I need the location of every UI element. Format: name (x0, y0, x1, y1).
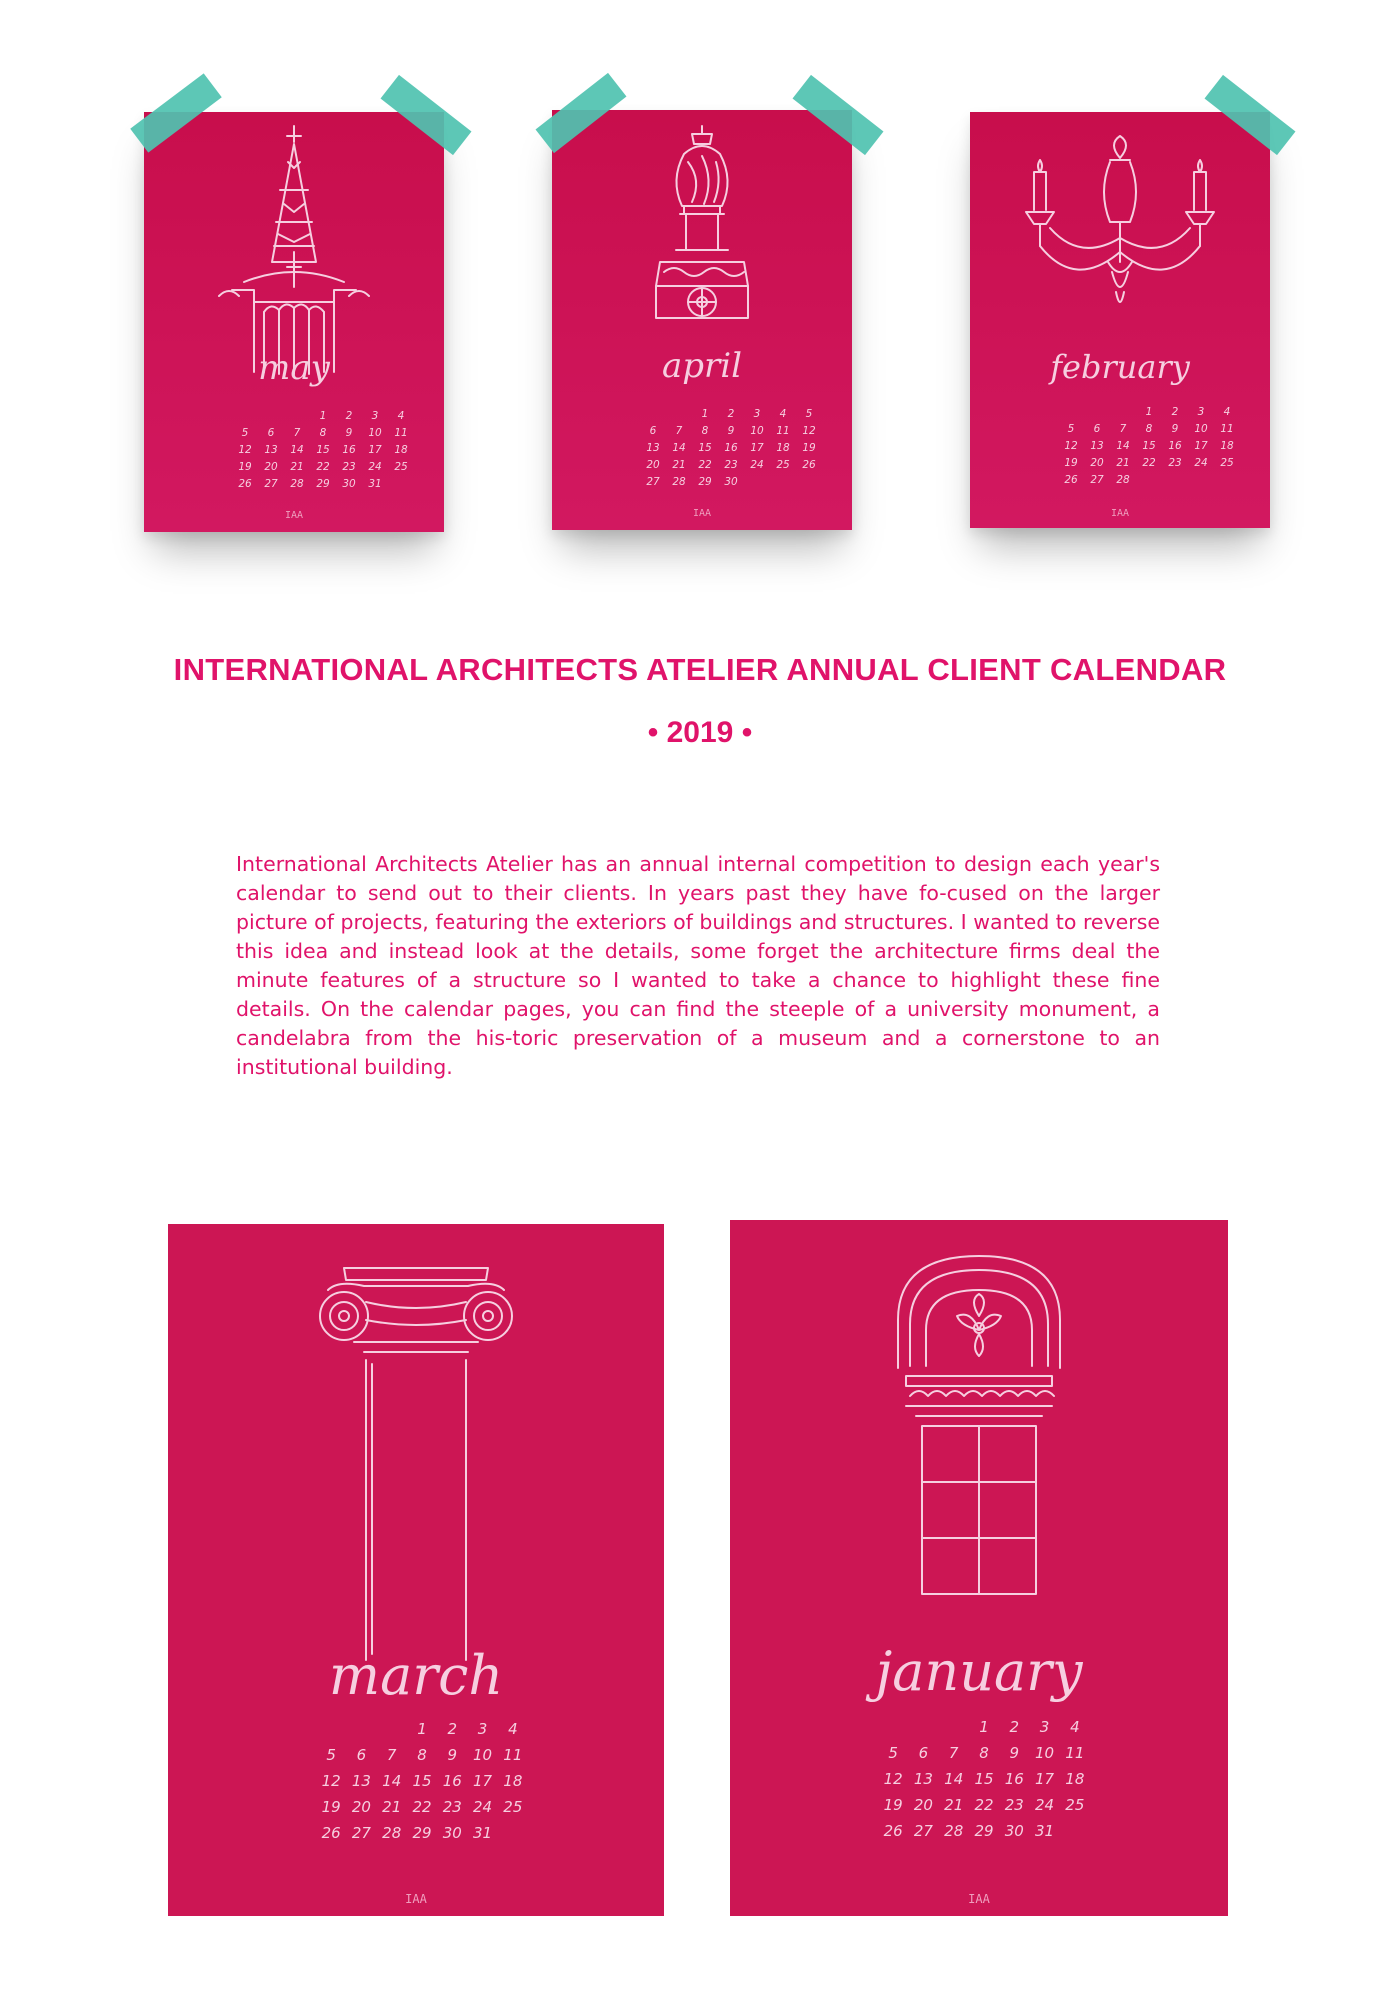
day-cell: 15 (1142, 440, 1156, 452)
day-cell: 20 (264, 461, 278, 473)
day-cell: 14 (672, 442, 686, 454)
day-cell: 10 (1194, 423, 1208, 435)
day-cell: 4 (397, 410, 405, 422)
day-grid (1058, 406, 1240, 486)
day-cell: 6 (649, 425, 657, 437)
day-cell: 16 (724, 442, 738, 454)
day-cell: 20 (913, 1796, 933, 1814)
day-cell: 17 (473, 1772, 493, 1790)
logo-mark: IAA (692, 508, 712, 519)
day-cell: 5 (805, 408, 813, 420)
day-cell: 27 (1090, 474, 1104, 486)
empty-day-cell (908, 1718, 938, 1736)
day-cell: 31 (473, 1824, 493, 1842)
day-cell: 12 (802, 425, 816, 437)
day-cell: 23 (724, 459, 738, 471)
day-cell: 9 (447, 1746, 458, 1764)
logo-mark: IAA (1110, 508, 1130, 519)
day-cell: 9 (727, 425, 735, 437)
day-cell: 8 (319, 427, 327, 439)
day-cell: 10 (368, 427, 382, 439)
day-cell: 26 (802, 459, 816, 471)
day-cell: 23 (1004, 1796, 1024, 1814)
day-cell: 22 (1142, 457, 1156, 469)
empty-day-cell (346, 1720, 376, 1738)
day-cell: 22 (412, 1798, 432, 1816)
day-cell: 13 (264, 444, 278, 456)
day-cell: 19 (238, 461, 252, 473)
day-cell: 27 (646, 476, 660, 488)
day-cell: 19 (321, 1798, 341, 1816)
day-cell: 21 (672, 459, 686, 471)
day-cell: 10 (473, 1746, 493, 1764)
day-cell: 29 (412, 1824, 432, 1842)
logo-mark: IAA (284, 510, 304, 521)
day-cell: 2 (727, 408, 735, 420)
day-cell: 17 (1035, 1770, 1055, 1788)
day-cell: 14 (944, 1770, 964, 1788)
day-cell: 30 (442, 1824, 462, 1842)
day-cell: 16 (1004, 1770, 1024, 1788)
day-cell: 9 (1009, 1744, 1020, 1762)
day-cell: 21 (290, 461, 304, 473)
day-cell: 22 (974, 1796, 994, 1814)
day-cell: 28 (1116, 474, 1130, 486)
day-cell: 1 (701, 408, 709, 420)
day-cell: 23 (342, 461, 356, 473)
calendar-poster-may (144, 112, 444, 532)
day-cell: 16 (342, 444, 356, 456)
day-cell: 3 (371, 410, 379, 422)
day-cell: 24 (1194, 457, 1208, 469)
calendar-poster-february (970, 112, 1270, 528)
day-cell: 7 (948, 1744, 959, 1762)
calendar-poster-march (168, 1224, 664, 1916)
day-cell: 31 (1035, 1822, 1055, 1840)
day-cell: 18 (1065, 1770, 1085, 1788)
day-cell: 23 (442, 1798, 462, 1816)
day-cell: 5 (241, 427, 249, 439)
day-cell: 3 (1197, 406, 1205, 418)
day-cell: 8 (417, 1746, 427, 1764)
day-cell: 1 (319, 410, 327, 422)
day-cell: 14 (290, 444, 304, 456)
day-cell: 27 (264, 478, 278, 490)
logo-mark: IAA (405, 1892, 427, 1906)
day-cell: 7 (293, 427, 301, 439)
day-cell: 18 (503, 1772, 523, 1790)
day-cell: 13 (913, 1770, 933, 1788)
day-cell: 6 (1093, 423, 1101, 435)
empty-day-cell (666, 408, 692, 420)
day-cell: 28 (382, 1824, 402, 1842)
empty-day-cell (1084, 406, 1110, 418)
month-title: april (661, 346, 743, 386)
day-cell: 7 (675, 425, 683, 437)
calendar-poster-april (552, 110, 852, 530)
day-cell: 20 (351, 1798, 371, 1816)
day-grid (316, 1720, 528, 1842)
day-cell: 2 (345, 410, 353, 422)
day-cell: 29 (974, 1822, 994, 1840)
day-cell: 25 (1220, 457, 1234, 469)
day-cell: 14 (382, 1772, 402, 1790)
day-cell: 15 (412, 1772, 432, 1790)
day-cell: 26 (238, 478, 252, 490)
day-cell: 19 (1064, 457, 1078, 469)
day-cell: 15 (974, 1770, 994, 1788)
day-cell: 1 (1145, 406, 1153, 418)
day-cell: 26 (321, 1824, 341, 1842)
day-cell: 12 (321, 1772, 341, 1790)
day-cell: 26 (1064, 474, 1078, 486)
day-cell: 17 (1194, 440, 1208, 452)
empty-day-cell (316, 1720, 346, 1738)
day-cell: 8 (1145, 423, 1153, 435)
day-cell: 7 (1119, 423, 1127, 435)
day-cell: 11 (1065, 1744, 1085, 1762)
day-cell: 18 (394, 444, 408, 456)
month-title: may (258, 348, 330, 388)
day-cell: 28 (672, 476, 686, 488)
description-paragraph: International Architects Atelier has an annual internal competition to design each year's calendar to send out to their clients. In years past they have fo-cused on the larger picture of projects, featuring the exteriors of buildings and structures. I wanted to reverse this idea and instead look at the details, some forget the architecture firms deal the minute features of a structure so I wanted to take a chance to highlight these fine details. On the calendar pages, you can find the steeple of a university monument, a candelabra from the his-toric preservation of a museum and a cornerstone to an institutional building. (236, 852, 1160, 1079)
day-cell: 27 (913, 1822, 933, 1840)
day-cell: 21 (944, 1796, 964, 1814)
day-cell: 4 (508, 1720, 518, 1738)
day-cell: 11 (503, 1746, 523, 1764)
day-cell: 14 (1116, 440, 1130, 452)
day-cell: 22 (698, 459, 712, 471)
day-cell: 31 (368, 478, 382, 490)
day-cell: 10 (750, 425, 764, 437)
day-cell: 26 (883, 1822, 903, 1840)
day-cell: 21 (1116, 457, 1130, 469)
day-cell: 17 (750, 442, 764, 454)
day-cell: 24 (750, 459, 764, 471)
month-title: march (328, 1644, 504, 1707)
day-cell: 20 (646, 459, 660, 471)
day-cell: 7 (386, 1746, 397, 1764)
day-cell: 25 (1065, 1796, 1085, 1814)
day-cell: 28 (290, 478, 304, 490)
day-cell: 18 (776, 442, 790, 454)
day-cell: 18 (1220, 440, 1234, 452)
empty-day-cell (878, 1718, 908, 1736)
day-cell: 16 (1168, 440, 1182, 452)
day-cell: 11 (1220, 423, 1234, 435)
day-cell: 12 (883, 1770, 903, 1788)
day-cell: 3 (1039, 1718, 1050, 1736)
day-cell: 5 (888, 1744, 898, 1762)
day-cell: 11 (776, 425, 790, 437)
day-cell: 17 (368, 444, 382, 456)
day-cell: 23 (1168, 457, 1182, 469)
day-cell: 6 (918, 1744, 929, 1762)
day-cell: 25 (503, 1798, 523, 1816)
calendar-poster-january (730, 1220, 1228, 1916)
day-cell: 3 (753, 408, 761, 420)
day-cell: 25 (776, 459, 790, 471)
day-cell: 1 (417, 1720, 427, 1738)
day-cell: 2 (1009, 1718, 1020, 1736)
day-cell: 3 (477, 1720, 488, 1738)
day-cell: 10 (1035, 1744, 1055, 1762)
day-cell: 1 (979, 1718, 989, 1736)
day-cell: 6 (356, 1746, 367, 1764)
day-cell: 13 (1090, 440, 1104, 452)
day-cell: 24 (1035, 1796, 1055, 1814)
empty-day-cell (939, 1718, 969, 1736)
day-cell: 5 (1067, 423, 1075, 435)
empty-day-cell (640, 408, 666, 420)
day-cell: 29 (698, 476, 712, 488)
day-cell: 4 (1070, 1718, 1080, 1736)
day-cell: 15 (698, 442, 712, 454)
day-grid (878, 1718, 1090, 1840)
day-cell: 5 (326, 1746, 336, 1764)
day-cell: 27 (351, 1824, 371, 1842)
day-cell: 30 (1004, 1822, 1024, 1840)
day-cell: 12 (1064, 440, 1078, 452)
day-cell: 4 (779, 408, 787, 420)
day-cell: 13 (646, 442, 660, 454)
day-cell: 2 (447, 1720, 458, 1738)
day-grid (232, 410, 414, 490)
day-cell: 28 (944, 1822, 964, 1840)
empty-day-cell (1058, 406, 1084, 418)
day-cell: 13 (351, 1772, 371, 1790)
day-cell: 30 (342, 478, 356, 490)
day-cell: 20 (1090, 457, 1104, 469)
empty-day-cell (284, 410, 310, 422)
empty-day-cell (1110, 406, 1136, 418)
day-cell: 24 (473, 1798, 493, 1816)
month-title: february (1050, 348, 1190, 386)
day-cell: 25 (394, 461, 408, 473)
month-title: january (875, 1640, 1083, 1703)
day-cell: 22 (316, 461, 330, 473)
logo-mark: IAA (968, 1892, 990, 1906)
day-cell: 11 (394, 427, 408, 439)
day-cell: 19 (802, 442, 816, 454)
day-cell: 8 (979, 1744, 989, 1762)
empty-day-cell (232, 410, 258, 422)
day-cell: 16 (442, 1772, 462, 1790)
day-cell: 12 (238, 444, 252, 456)
day-cell: 2 (1171, 406, 1179, 418)
day-grid (640, 408, 822, 488)
day-cell: 9 (345, 427, 353, 439)
day-cell: 8 (701, 425, 709, 437)
empty-day-cell (377, 1720, 407, 1738)
day-cell: 21 (382, 1798, 402, 1816)
day-cell: 15 (316, 444, 330, 456)
year-label: • 2019 • (647, 716, 753, 749)
day-cell: 6 (267, 427, 275, 439)
day-cell: 29 (316, 478, 330, 490)
day-cell: 19 (883, 1796, 903, 1814)
page-title: INTERNATIONAL ARCHITECTS ATELIER ANNUAL CLIENT CALENDAR (173, 652, 1227, 687)
empty-day-cell (258, 410, 284, 422)
day-cell: 30 (724, 476, 738, 488)
day-cell: 4 (1223, 406, 1231, 418)
day-cell: 24 (368, 461, 382, 473)
day-cell: 9 (1171, 423, 1179, 435)
